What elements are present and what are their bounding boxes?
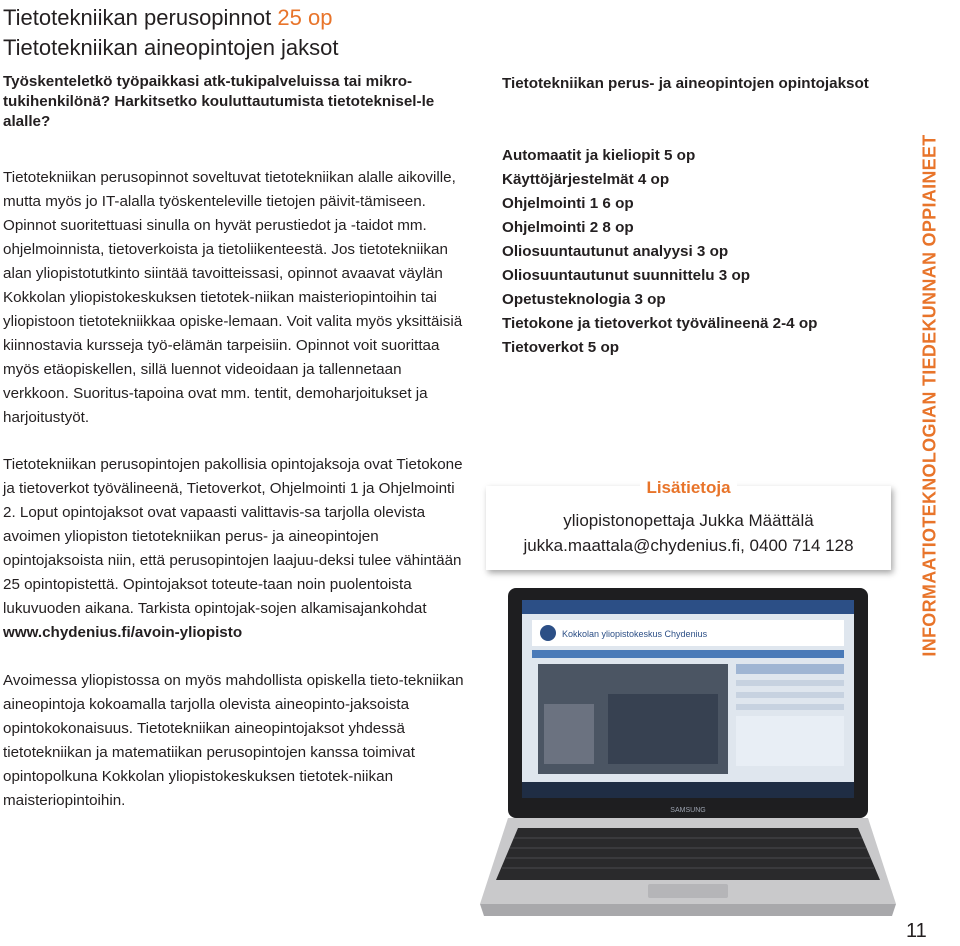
list-item: Tietokone ja tietoverkot työvälineenä 2-4 op xyxy=(502,315,818,332)
list-item: Ohjelmointi 2 8 op xyxy=(502,219,634,236)
chydenius-link[interactable]: www.chydenius.fi/avoin-yliopisto xyxy=(3,624,243,641)
laptop-image xyxy=(478,584,898,934)
courses-list xyxy=(502,144,902,360)
page-subtitle: Tietotekniikan aineopintojen jaksot xyxy=(3,35,339,60)
site-nav xyxy=(532,650,844,658)
title-credits: 25 op xyxy=(277,5,333,30)
list-item: Ohjelmointi 1 6 op xyxy=(502,195,634,212)
list-item: Opetusteknologia 3 op xyxy=(502,291,666,308)
site-sidebar-line xyxy=(736,692,844,698)
page-title xyxy=(3,4,332,32)
side-label-text: INFORMAATIOTEKNOLOGIAN TIEDEKUNNAN OPPIAINEET xyxy=(919,134,940,657)
site-sidebar-line xyxy=(736,704,844,710)
laptop-brand: SAMSUNG xyxy=(670,807,706,814)
title-text: Tietotekniikan perusopinnot xyxy=(3,5,272,30)
site-sidebar-box xyxy=(736,716,844,766)
site-logo-icon xyxy=(540,625,556,641)
list-item: Oliosuuntautunut suunnittelu 3 op xyxy=(502,267,751,284)
taskbar xyxy=(522,782,854,798)
paragraph-2-text: Tietotekniikan perusopintojen pakollisia opintojaksoja ovat Tietokone ja tietoverkot työvälineenä, Tietoverkot, Ohjelmointi 1 ja Ohjelmointi 2. Loput opintojaksot ovat vapaasti valittavis-sa tarjolla olevista avoimen yliopiston tietotekniikan perus- ja aineopintojen opintojaksoista niin, että perusopintojen laajuu-deksi tulee vähintään 25 opintopistettä. Opintojaksot toteute-taan noin puolentoista lukuvuoden aikana. Tarkista opintojak-sojen alkamisajankohdat xyxy=(3,456,463,617)
list-item: Käyttöjärjestelmät 4 op xyxy=(502,171,670,188)
site-sidebar-line xyxy=(736,680,844,686)
laptop-base-edge xyxy=(480,904,896,916)
info-email-phone[interactable]: jukka.maattala@chydenius.fi, 0400 714 128 xyxy=(523,536,854,555)
list-item: Oliosuuntautunut analyysi 3 op xyxy=(502,243,729,260)
browser-bar xyxy=(522,600,854,614)
intro-lead: Työskenteletkö työpaikkasi atk-tukipalveluissa tai mikro-tukihenkilönä? Harkitsetko kouluttautumista tietoteknisel-le alalle? xyxy=(3,73,435,130)
courses-heading: Tietotekniikan perus- ja aineopintojen opintojaksot xyxy=(502,75,869,92)
paragraph-2 xyxy=(3,453,465,645)
info-title-text: Lisätietoja xyxy=(640,478,736,497)
side-label xyxy=(920,40,948,760)
site-sidebar-line xyxy=(736,664,844,674)
paragraph-1: Tietotekniikan perusopinnot soveltuvat tietotekniikan alalle aikoville, mutta myös jo IT-alalla työskenteleville tietojen päivit-tämiseen. Opinnot suoritettuasi sinulla on hyvät perustiedot ja -taidot mm. ohjelmoinnista, tietoverkoista ja tietoliikenteestä. Jos tietotekniikan alan yliopistotutkinto siintää tavoitteissasi, opinnot avaavat väylän Kokkolan yliopistokeskuksen tietotek-niikan maisteriopintoihin tai yliopistoon tietotekniikkaa opiske-lemaan. Voit valita myös yksittäisiä kiinnostavia kursseja työ-elämän tarpeisiin. Opinnot voit suorittaa myös etäopiskellen, sillä luennot videoidaan ja tallennetaan verkkoon. Suoritus-tapoina ovat mm. tentit, demoharjoitukset ja harjoitustyöt. xyxy=(3,169,463,426)
page-number: 11 xyxy=(906,920,927,942)
paragraph-3: Avoimessa yliopistossa on myös mahdollista opiskella tieto-tekniikan aineopintoja kokoamalla tarjolla olevista aineopinto-jaksoista opintokokonaisuus. Tietotekniikan aineopintojaksot yhdessä tietotekniikan ja matematiikan perusopintojen kanssa toimivat opintopolkuna Kokkolan yliopistokeskuksen tietotek-niikan maisteriopintoihin. xyxy=(3,672,464,809)
laptop-keyboard xyxy=(496,828,880,880)
photo-shape xyxy=(544,704,594,764)
laptop-touchpad xyxy=(648,884,728,898)
info-title xyxy=(486,478,891,498)
info-contact: yliopistonopettaja Jukka Määttälä xyxy=(563,511,814,530)
list-item: Tietoverkot 5 op xyxy=(502,339,620,356)
photo-shape xyxy=(608,694,718,764)
list-item: Automaatit ja kieliopit 5 op xyxy=(502,147,696,164)
screen-banner: Kokkolan yliopistokeskus Chydenius xyxy=(562,629,708,639)
